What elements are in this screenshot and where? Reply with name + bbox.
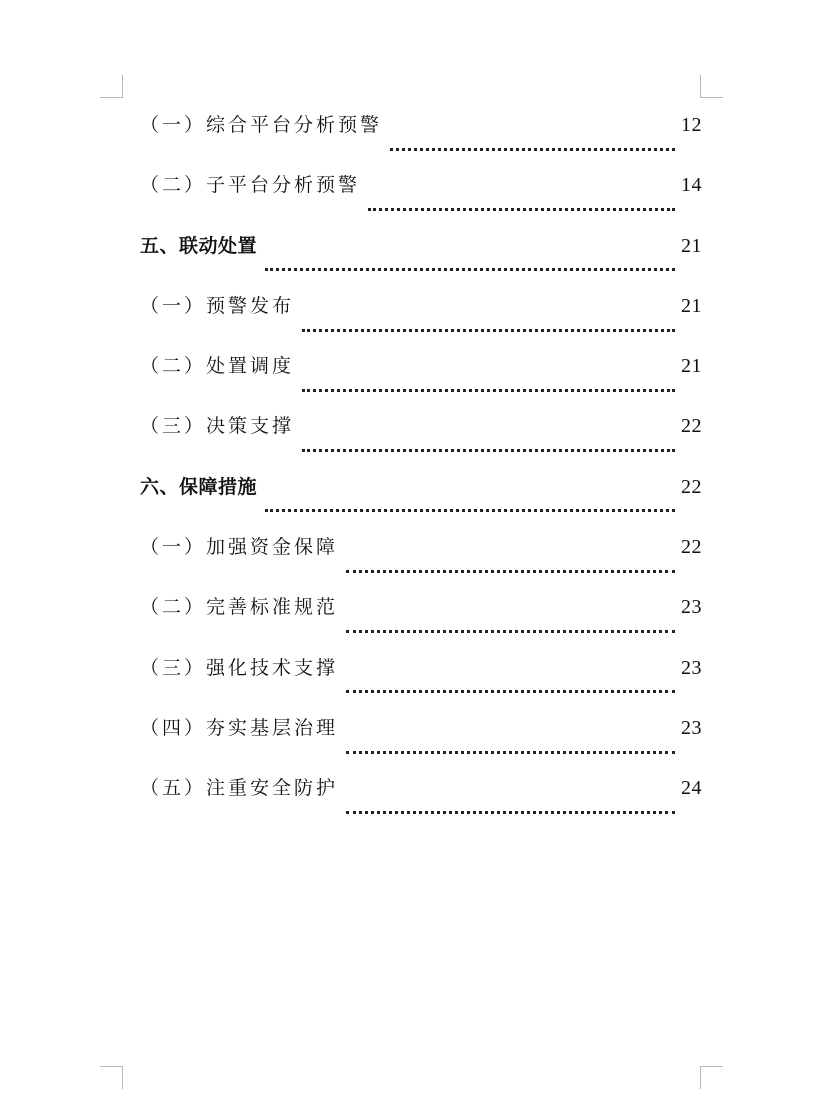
toc-entry[interactable] <box>140 773 702 833</box>
crop-mark-bottom-left <box>100 1066 123 1089</box>
toc-entry-label: （三）强化技术支撑 <box>140 656 339 679</box>
toc-entry-label: 六、保障措施 <box>140 475 258 498</box>
toc-page-number: 14 <box>681 174 702 197</box>
toc-entry[interactable] <box>140 713 702 773</box>
toc-page-number: 23 <box>681 656 702 679</box>
crop-mark-top-left <box>100 75 123 98</box>
toc-dot-leader <box>265 509 675 512</box>
toc-entry-label: （二）处置调度 <box>140 355 295 378</box>
toc-page-number: 22 <box>681 475 702 498</box>
toc-entry-label: 五、联动处置 <box>140 234 258 257</box>
toc-dot-leader <box>390 148 675 151</box>
crop-mark-bottom-right <box>700 1066 723 1089</box>
toc-page-number: 23 <box>681 716 702 739</box>
toc-dot-leader <box>346 570 675 573</box>
toc-entry-label: （四）夯实基层治理 <box>140 716 339 739</box>
toc-page-number: 21 <box>681 355 702 378</box>
crop-mark-top-right <box>700 75 723 98</box>
toc-entry-label: （一）预警发布 <box>140 294 295 317</box>
toc-entry[interactable] <box>140 411 702 471</box>
table-of-contents <box>140 110 702 834</box>
toc-page-number: 12 <box>681 114 702 136</box>
toc-dot-leader <box>265 268 675 271</box>
toc-entry[interactable] <box>140 170 702 230</box>
toc-entry[interactable] <box>140 110 702 170</box>
toc-page-number: 23 <box>681 596 702 619</box>
toc-dot-leader <box>302 329 675 332</box>
toc-page-number: 21 <box>681 234 702 257</box>
toc-dot-leader <box>302 389 675 392</box>
toc-entry[interactable] <box>140 351 702 411</box>
toc-dot-leader <box>346 630 675 633</box>
toc-dot-leader <box>346 751 675 754</box>
toc-page-number: 22 <box>681 536 702 559</box>
toc-entry-label: （一）综合平台分析预警 <box>140 114 383 136</box>
toc-entry-label: （三）决策支撑 <box>140 415 295 438</box>
toc-entry[interactable] <box>140 653 702 713</box>
toc-page-number: 21 <box>681 294 702 317</box>
toc-entry-label: （二）子平台分析预警 <box>140 174 361 197</box>
toc-entry[interactable] <box>140 532 702 592</box>
toc-page-number: 24 <box>681 777 702 800</box>
toc-page-number: 22 <box>681 415 702 438</box>
toc-entry[interactable] <box>140 472 702 532</box>
toc-dot-leader <box>368 208 675 211</box>
toc-entry-label: （二）完善标准规范 <box>140 596 339 619</box>
toc-dot-leader <box>302 449 675 452</box>
toc-entry-label: （一）加强资金保障 <box>140 536 339 559</box>
toc-dot-leader <box>346 811 675 814</box>
toc-dot-leader <box>346 690 675 693</box>
toc-entry-label: （五）注重安全防护 <box>140 777 339 800</box>
toc-entry[interactable] <box>140 231 702 291</box>
toc-entry[interactable] <box>140 291 702 351</box>
toc-entry[interactable] <box>140 592 702 652</box>
